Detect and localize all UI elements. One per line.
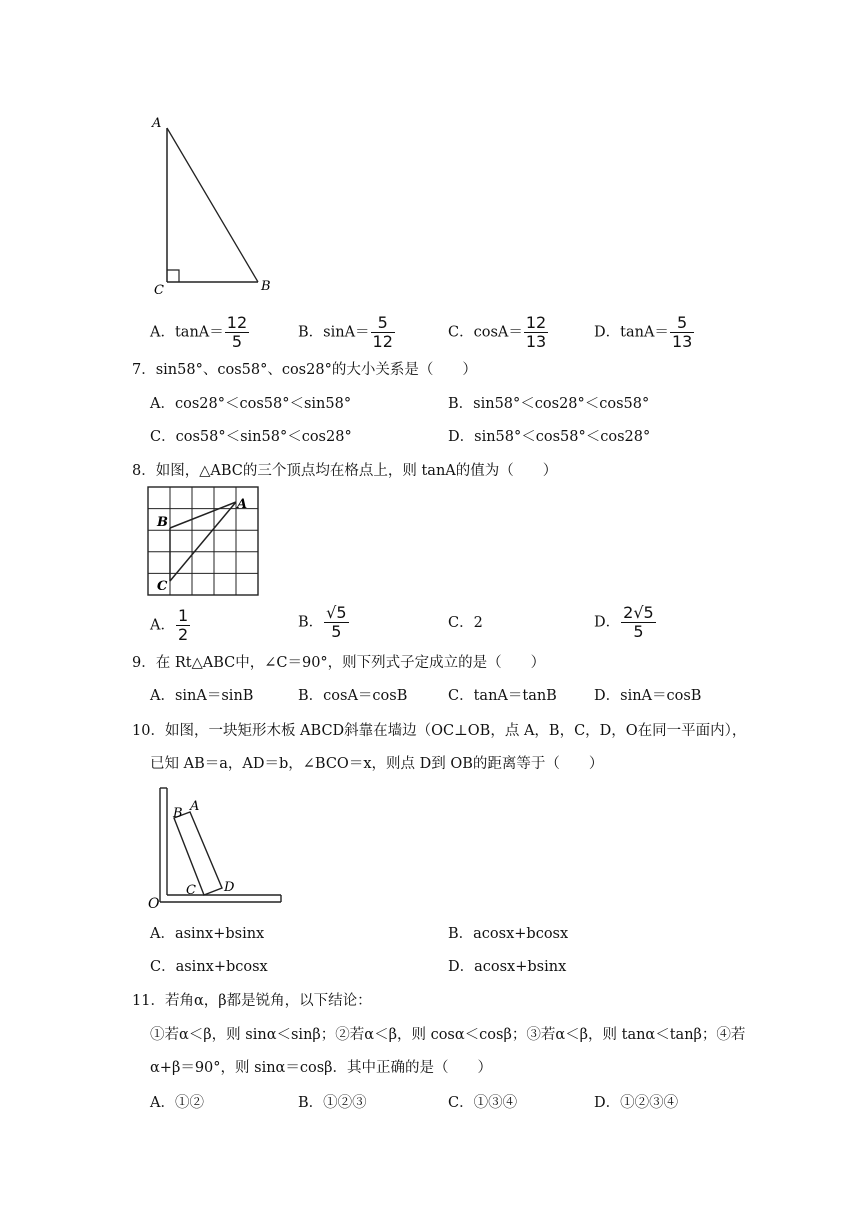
q8-option-a: A． $\frac{1}{2}$: [150, 606, 189, 644]
q11-option-a: A．①②: [150, 1095, 204, 1111]
q10-label-c: C: [186, 883, 196, 898]
q9-option-d: D．sinA＝cosB: [594, 688, 702, 704]
q10-wall-board-figure: [148, 784, 288, 910]
q11-option-d: D．①②③④: [594, 1095, 679, 1111]
q7-stem: 7．sin58°、cos58°、cos28°的大小关系是（ ）: [132, 362, 477, 378]
q10-label-o: O: [148, 896, 160, 910]
q10-option-d: D．acosx+bsinx: [448, 959, 567, 975]
q11-statements-line2: α+β＝90°，则 sinα＝cosβ．其中正确的是（ ）: [150, 1060, 493, 1076]
q6-triangle-figure: [140, 108, 290, 298]
q6-label-c: C: [154, 283, 164, 298]
q8-label-c: C: [157, 579, 168, 594]
q10-label-b: B: [173, 806, 183, 821]
q8-stem: 8．如图，△ABC的三个顶点均在格点上，则 tanA的值为（ ）: [132, 463, 558, 479]
q10-option-c: C．asinx+bcosx: [150, 959, 268, 975]
q6-label-a: A: [152, 116, 162, 131]
q11-option-b: B．①②③: [298, 1095, 367, 1111]
q11-option-c: C．①③④: [448, 1095, 518, 1111]
q6-label-b: B: [261, 279, 271, 294]
q7-option-a: A．cos28°＜cos58°＜sin58°: [150, 396, 352, 412]
q6-option-b: B．sinA＝ $\frac{5}{12}$: [298, 313, 393, 351]
q11-statements-line1: ①若α＜β，则 sinα＜sinβ；②若α＜β，则 cosα＜cosβ；③若α＜β，则 tanα＜tanβ；④若: [150, 1027, 746, 1043]
q6-option-c: C．cosA＝ $\frac{12}{13}$: [448, 313, 547, 351]
q7-option-d: D．sin58°＜cos58°＜cos28°: [448, 429, 651, 445]
q8-option-b: B． $\frac{√5}{5}$: [298, 603, 347, 641]
q10-stem-line1: 10．如图，一块矩形木板 ABCD斜靠在墙边（OC⊥OB，点 A，B，C，D，O在同一平面内），: [132, 723, 747, 739]
q8-option-d: D． $\frac{2√5}{5}$: [594, 603, 654, 641]
q7-option-b: B．sin58°＜cos28°＜cos58°: [448, 396, 650, 412]
q10-option-a: A．asinx+bsinx: [150, 926, 265, 942]
q10-stem-line2: 已知 AB＝a，AD＝b，∠BCO＝x，则点 D到 OB的距离等于（ ）: [150, 756, 604, 772]
q6-option-d: D．tanA＝ $\frac{5}{13}$: [594, 313, 693, 351]
q8-option-c: C．2: [448, 615, 483, 631]
q10-label-d: D: [224, 880, 235, 895]
q10-label-a: A: [190, 799, 200, 814]
q9-option-a: A．sinA＝sinB: [150, 688, 254, 704]
q8-label-b: B: [157, 515, 168, 530]
q10-option-b: B．acosx+bcosx: [448, 926, 569, 942]
q9-option-b: B．cosA＝cosB: [298, 688, 408, 704]
q7-option-c: C．cos58°＜sin58°＜cos28°: [150, 429, 352, 445]
q8-label-a: A: [237, 497, 248, 512]
q9-stem: 9．在 Rt△ABC中，∠C＝90°，则下列式子定成立的是（ ）: [132, 655, 546, 671]
q8-grid-figure: [143, 482, 265, 598]
q9-option-c: C．tanA＝tanB: [448, 688, 557, 704]
q6-option-a: A．tanA＝ $\frac{12}{5}$: [150, 313, 248, 351]
q11-stem: 11．若角α，β都是锐角，以下结论：: [132, 993, 372, 1009]
